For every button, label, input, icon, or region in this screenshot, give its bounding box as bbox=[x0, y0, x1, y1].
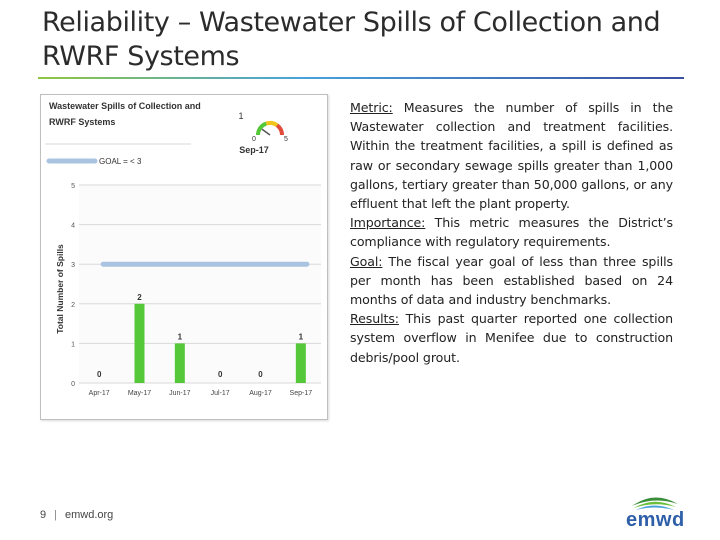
goal-legend-label: GOAL = < 3 bbox=[99, 157, 142, 166]
x-tick-label: May-17 bbox=[127, 390, 152, 397]
y-tick-label: 3 bbox=[71, 262, 75, 270]
chart-canvas bbox=[41, 95, 327, 419]
bar bbox=[296, 343, 306, 383]
importance-paragraph bbox=[350, 213, 673, 251]
bar bbox=[175, 343, 185, 383]
goal-paragraph bbox=[350, 252, 673, 310]
x-tick-label: Apr-17 bbox=[88, 390, 110, 397]
data-label: 0 bbox=[217, 370, 223, 379]
gauge-segment bbox=[266, 123, 277, 125]
gauge-min: 0 bbox=[252, 136, 256, 143]
bar bbox=[135, 304, 145, 383]
data-label: 1 bbox=[298, 332, 304, 342]
y-axis-label: Total Number of Spills bbox=[55, 244, 65, 334]
description-panel bbox=[350, 98, 673, 367]
data-label: 2 bbox=[137, 292, 142, 302]
spills-chart bbox=[40, 94, 328, 420]
metric-text: Measures the number of spills in the Wastewater collection and treatment facilities. Within the treatment facilities, a spill is defined as raw or secondary sewage spills greater than 1,000 gallons, tertiary greater than 50,000 gallons, or any effluent that left the plant property. bbox=[350, 100, 673, 212]
emwd-logo-text: emwd bbox=[626, 509, 685, 531]
footer bbox=[40, 509, 113, 521]
results-label: Results: bbox=[350, 311, 399, 327]
footer-separator: | bbox=[54, 509, 57, 521]
y-tick-label: 5 bbox=[71, 183, 75, 190]
goal-label: Goal: bbox=[350, 253, 383, 269]
data-label: 0 bbox=[258, 370, 263, 379]
slide-title: Reliability – Wastewater Spills of Collection and RWRF Systems bbox=[42, 7, 661, 72]
importance-text: This metric measures the District’s compliance with regulatory requirements. bbox=[350, 215, 673, 250]
page-number: 9 bbox=[40, 509, 47, 521]
data-label: 1 bbox=[177, 332, 183, 342]
title-divider bbox=[38, 77, 684, 79]
results-paragraph bbox=[350, 309, 673, 367]
x-tick-label: Sep-17 bbox=[289, 390, 313, 397]
importance-label: Importance: bbox=[350, 215, 426, 231]
plot-area bbox=[71, 183, 321, 397]
y-tick-label: 2 bbox=[71, 301, 75, 309]
y-tick-label: 0 bbox=[71, 381, 75, 388]
data-label: 0 bbox=[96, 370, 102, 379]
plot-background bbox=[79, 185, 321, 383]
metric-label: Metric: bbox=[350, 100, 393, 115]
metric-paragraph bbox=[350, 98, 673, 213]
results-text: This past quarter reported one collection system overflow in Menifee due to construction debris/pool grout. bbox=[350, 311, 673, 365]
y-tick-label: 1 bbox=[71, 341, 75, 349]
chart-title: Wastewater Spills of Collection and RWRF Systems bbox=[49, 101, 201, 127]
y-tick-label: 4 bbox=[71, 222, 75, 230]
footer-site-link[interactable]: emwd.org bbox=[64, 509, 114, 521]
x-tick-label: Jul-17 bbox=[210, 390, 230, 397]
x-tick-label: Aug-17 bbox=[249, 390, 272, 397]
gauge-period: Sep-17 bbox=[239, 145, 269, 155]
gauge-max: 5 bbox=[284, 136, 288, 143]
x-tick-label: Jun-17 bbox=[169, 390, 191, 397]
gauge-value: 1 bbox=[238, 111, 244, 121]
goal-text: The fiscal year goal of less than three spills per month has been established based on 24 months of data and industry benchmarks. bbox=[350, 253, 673, 308]
